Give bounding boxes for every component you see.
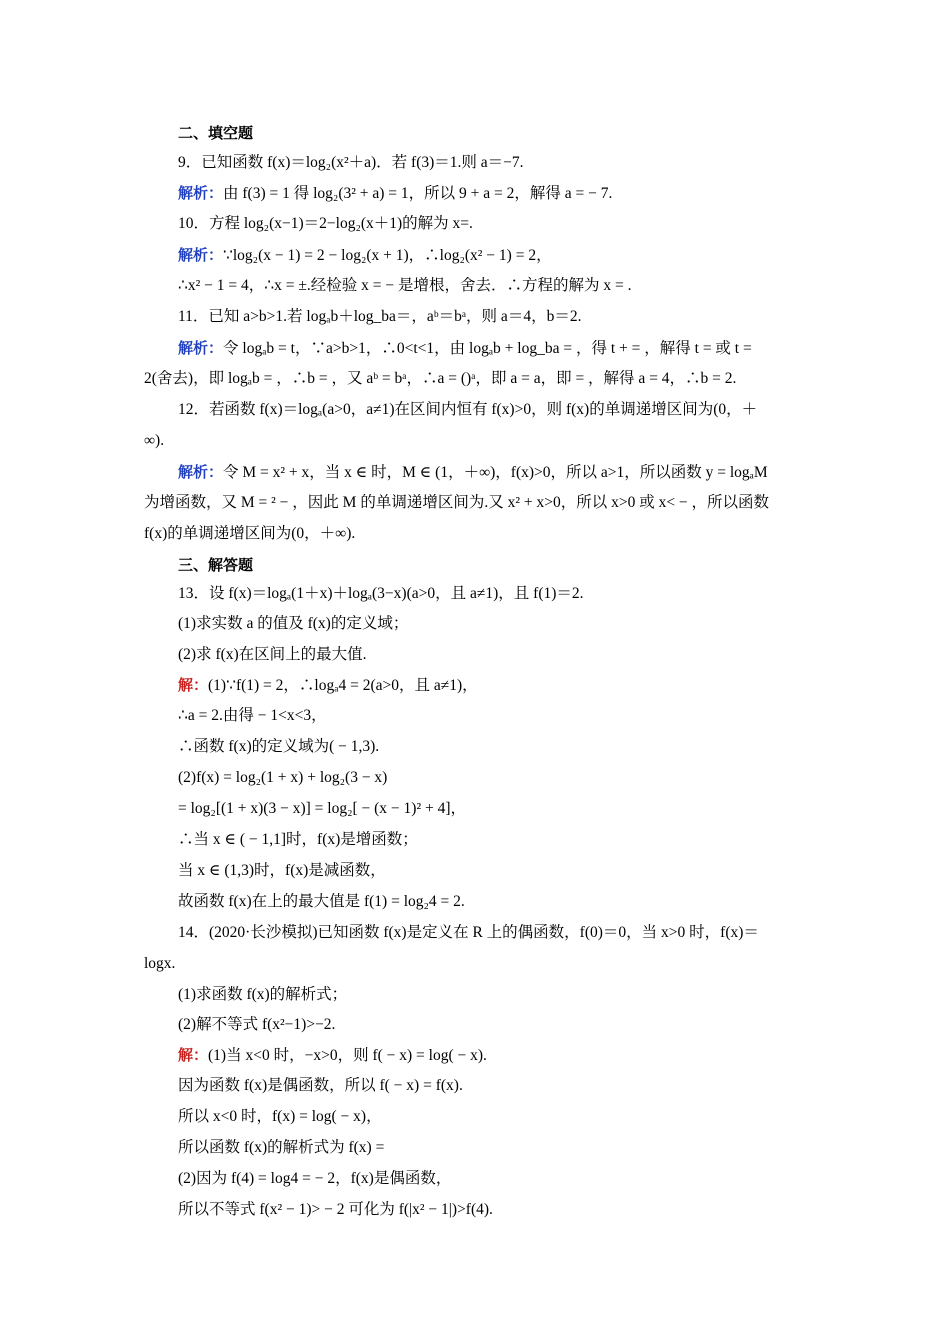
solution-14-line6: 所以不等式 f(x² − 1)> − 2 可化为 f(|x² − 1|)>f(4). <box>178 1201 493 1218</box>
analysis-12-cont: 为增函数，又 M = ² − ，因此 M 的单调递增区间为.又 x² + x>0，所以 x>0 或 x< − ，所以函数 <box>144 494 770 511</box>
solution-13-text: (1)∵f(1) = 2，∴logₐ4 = 2(a>0，且 a≠1)， <box>208 677 478 694</box>
solution-14 <box>178 1045 806 1067</box>
solution-14-line5: (2)因为 f(4) = log4 = − 2，f(x)是偶函数， <box>178 1170 452 1187</box>
problem-13-part2: (2)求 f(x)在区间上的最大值. <box>178 646 367 663</box>
analysis-9-text: 由 f(3) = 1 得 log₂(3² + a) = 1，所以 9 + a = 2，解得 a = − 7. <box>223 185 613 202</box>
solution-13-line3: ∴函数 f(x)的定义域为( − 1,3). <box>178 738 380 755</box>
problem-14: 14．(2020·长沙模拟)已知函数 f(x)是定义在 R 上的偶函数，f(0)＝0，当 x>0 时，f(x)＝ <box>178 924 759 941</box>
solution-13-line7: 当 x ∈ (1,3)时，f(x)是减函数， <box>178 862 386 879</box>
analysis-11-text: 令 logₐb = t，∵a>b>1，∴0<t<1，由 logₐb + log_ba = ，得 t + = ，解得 t = 或 t = <box>223 340 752 357</box>
section-heading-solve: 三、解答题 <box>178 556 254 574</box>
analysis-10 <box>178 245 806 267</box>
solution-13-line5: = log₂[(1 + x)(3 − x)] = log₂[ − (x − 1)² + 4]， <box>178 800 466 817</box>
problem-11: 11．已知 a>b>1.若 logₐb＋log_ba＝，aᵇ＝bᵃ，则 a＝4，b＝2. <box>178 308 582 325</box>
analysis-label: 解析： <box>178 246 224 264</box>
analysis-9 <box>178 183 806 205</box>
analysis-12-text: 令 M = x² + x，当 x ∈ 时，M ∈ (1，＋∞)，f(x)>0，所以 a>1，所以函数 y = logₐM <box>223 464 768 481</box>
analysis-11 <box>178 338 806 360</box>
solution-13-line2: ∴a = 2.由得 − 1<x<3， <box>178 707 327 724</box>
analysis-12 <box>178 462 806 484</box>
solution-13-line6: ∴当 x ∈ ( − 1,1]时，f(x)是增函数； <box>178 831 418 848</box>
analysis-11-cont: 2(舍去)，即 logₐb = ，∴b = ，又 aᵇ = bᵃ，∴a = ()ᵃ，即 a = a，即 = ，解得 a = 4，∴b = 2. <box>144 370 737 387</box>
problem-14-part1: (1)求函数 f(x)的解析式； <box>178 986 348 1003</box>
analysis-label: 解析： <box>178 184 224 202</box>
problem-9: 9．已知函数 f(x)＝log₂(x²＋a)．若 f(3)＝1.则 a＝−7. <box>178 154 524 171</box>
problem-14-cont: logx. <box>144 955 176 972</box>
problem-14-part2: (2)解不等式 f(x²−1)>−2. <box>178 1016 336 1033</box>
analysis-10-text: ∵log₂(x − 1) = 2 − log₂(x + 1)，∴log₂(x² − 1) = 2， <box>223 247 552 264</box>
problem-12: 12．若函数 f(x)＝logₐ(a>0，a≠1)在区间内恒有 f(x)>0，则 f(x)的单调递增区间为(0，＋ <box>178 401 758 418</box>
problem-13: 13．设 f(x)＝logₐ(1＋x)＋logₐ(3−x)(a>0，且 a≠1)，且 f(1)＝2. <box>178 585 584 602</box>
solution-14-line2: 因为函数 f(x)是偶函数，所以 f( − x) = f(x). <box>178 1077 463 1094</box>
problem-10: 10．方程 log₂(x−1)＝2−log₂(x＋1)的解为 x=. <box>178 215 473 232</box>
solution-14-text: (1)当 x<0 时，−x>0，则 f( − x) = log( − x). <box>208 1047 487 1064</box>
solution-label: 解： <box>178 1046 209 1064</box>
problem-12-cont: ∞). <box>144 432 165 449</box>
analysis-12-cont2: f(x)的单调递增区间为(0，＋∞). <box>144 525 356 542</box>
solution-13-line8: 故函数 f(x)在上的最大值是 f(1) = log₂4 = 2. <box>178 893 465 910</box>
section-heading-fill-in: 二、填空题 <box>178 124 254 142</box>
problem-13-part1: (1)求实数 a 的值及 f(x)的定义域； <box>178 615 409 632</box>
solution-13-line4: (2)f(x) = log₂(1 + x) + log₂(3 − x) <box>178 769 388 786</box>
solution-14-line4: 所以函数 f(x)的解析式为 f(x) = <box>178 1139 385 1156</box>
solution-14-line3: 所以 x<0 时，f(x) = log( − x)， <box>178 1108 382 1125</box>
analysis-10-cont: ∴x² − 1 = 4，∴x = ±.经检验 x = − 是增根，舍去．∴方程的解为 x = . <box>178 277 632 294</box>
analysis-label: 解析： <box>178 463 224 481</box>
solution-13 <box>178 675 806 697</box>
solution-label: 解： <box>178 676 209 694</box>
analysis-label: 解析： <box>178 339 224 357</box>
